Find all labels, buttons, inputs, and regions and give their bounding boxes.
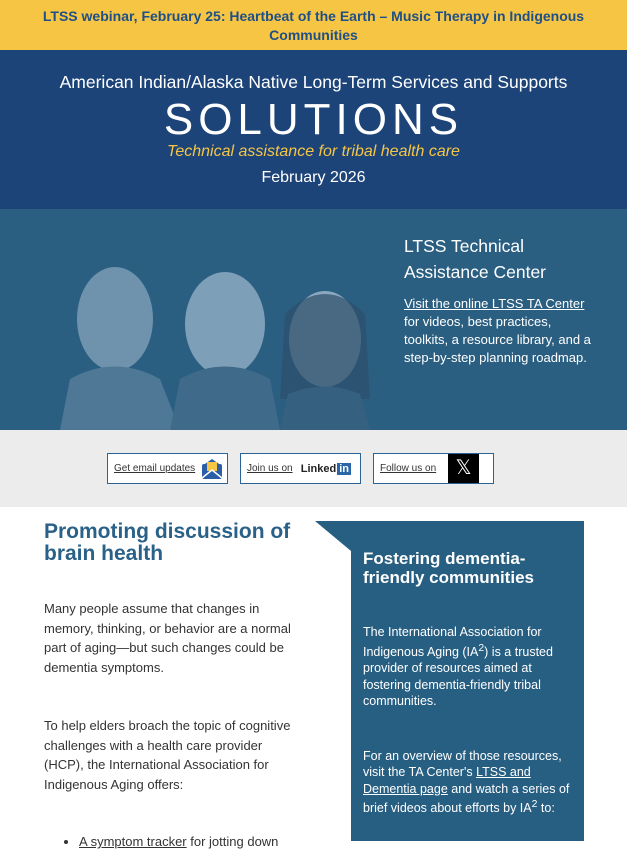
envelope-icon bbox=[201, 458, 223, 480]
article bbox=[44, 521, 294, 851]
sidebar-title: Fostering dementia-friendly communities bbox=[363, 549, 534, 587]
x-follow-label: Follow us on bbox=[380, 463, 437, 474]
article-title: Promoting discussion of brain health bbox=[44, 520, 291, 565]
email-updates-button[interactable] bbox=[107, 453, 228, 484]
x-follow-button[interactable] bbox=[373, 453, 494, 484]
sidebar-paragraph: The International Association for Indigenous Aging $(IA^2)$ is a trusted provider of resources aimed at fostering dementia-friendly tribal communities. bbox=[363, 625, 553, 709]
masthead-tagline: Technical assistance for tribal health care bbox=[167, 143, 460, 160]
dementia-page-link[interactable]: LTSS and Dementia page bbox=[363, 765, 531, 796]
ta-center-link[interactable]: Visit the online LTSS TA Center bbox=[404, 296, 585, 311]
sidebar-notch bbox=[315, 521, 351, 551]
hero-title: LTSS Technical Assistance Center bbox=[404, 236, 547, 282]
article-paragraph: Many people assume that changes in memory, thinking, or behavior are a normal part of aging—but such changes could be dementia symptoms. bbox=[44, 601, 291, 675]
elders-photo bbox=[60, 229, 380, 430]
list-item: • A symptom tracker for jotting down bbox=[79, 832, 294, 851]
webinar-banner-link[interactable]: LTSS webinar, February 25: Heartbeat of the Earth – Music Therapy in Indigenous Communities bbox=[0, 0, 627, 50]
hero-section bbox=[0, 209, 627, 430]
linkedin-logo-icon: Linked in bbox=[300, 462, 349, 475]
linkedin-label: Join us on bbox=[247, 463, 293, 474]
social-bar bbox=[0, 430, 627, 507]
email-updates-label: Get email updates bbox=[114, 463, 196, 474]
article-paragraph: To help elders broach the topic of cognitive challenges with a health care provider (HCP), the International Association for Indigenous Aging offers: bbox=[44, 718, 291, 792]
issue-date: February 2026 bbox=[261, 169, 366, 186]
masthead-title: SOLUTIONS bbox=[163, 95, 464, 144]
linkedin-button[interactable] bbox=[240, 453, 361, 484]
masthead bbox=[0, 50, 627, 209]
x-logo-icon: 𝕏 bbox=[448, 454, 479, 483]
hero-body-text: for videos, best practices, toolkits, a resource library, and a step-by-step planning roadmap. bbox=[404, 314, 591, 365]
masthead-subtitle: American Indian/Alaska Native Long-Term Services and Supports bbox=[59, 72, 568, 92]
symptom-tracker-link[interactable]: A symptom tracker bbox=[79, 834, 187, 849]
sidebar-paragraph: For an overview of those resources, visit the TA Center's LTSS and Dementia page and watch a series of brief videos about efforts by $IA^2$ to: bbox=[363, 748, 570, 816]
sidebar-box bbox=[351, 521, 584, 841]
